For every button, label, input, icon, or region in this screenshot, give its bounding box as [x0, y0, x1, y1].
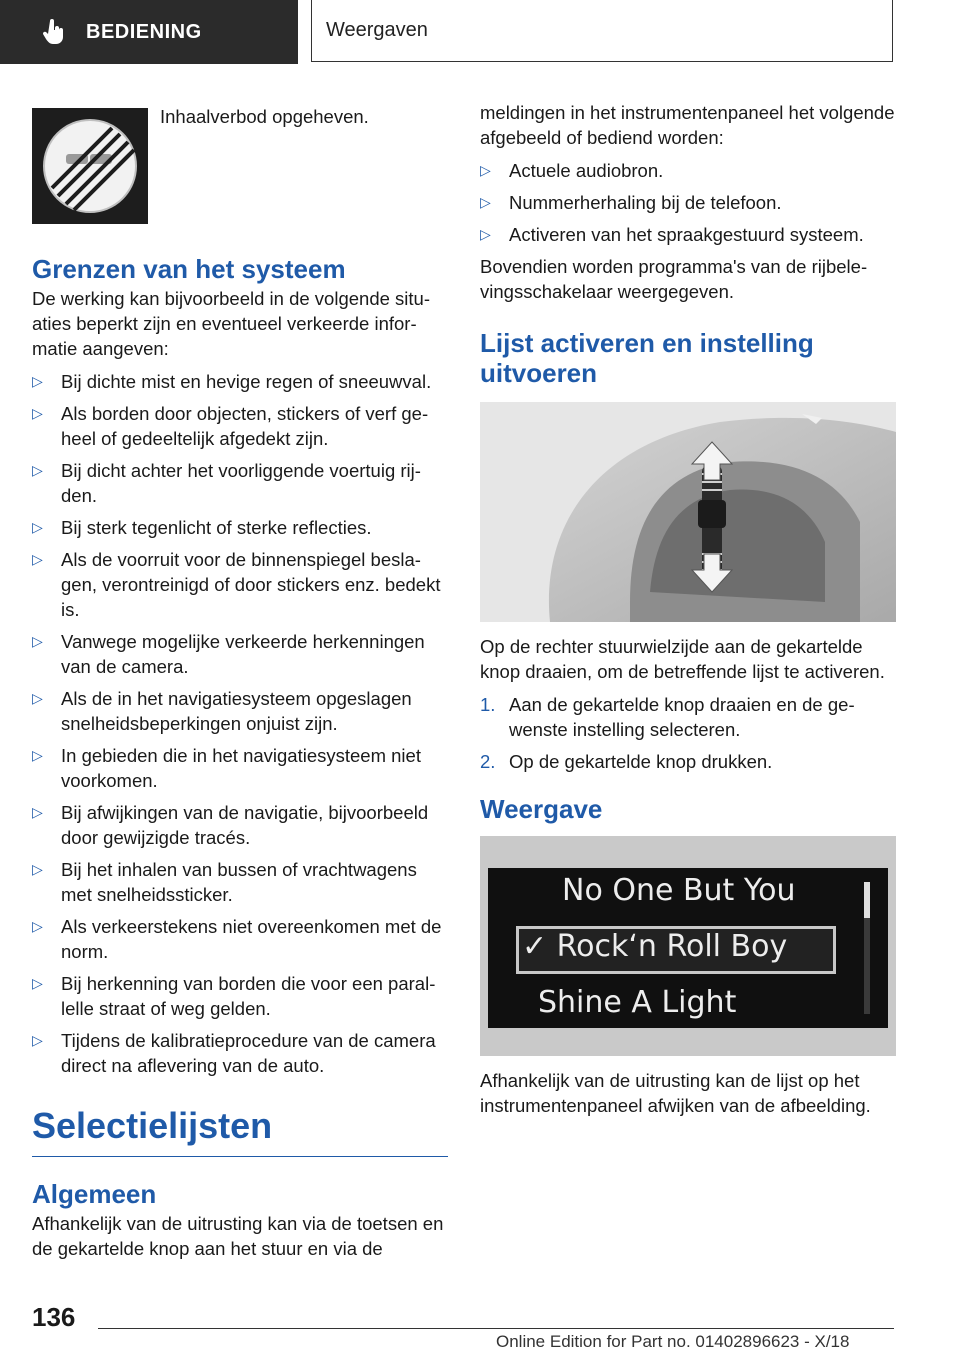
limits-list — [32, 369, 448, 1078]
list-item: ▷ In gebieden die in het navigatiesysteem niet voorkomen. — [32, 745, 421, 791]
page-number: 136 — [32, 1302, 76, 1332]
activate-text: Op de rechter stuurwielzijde aan de gekartelde knop draaien, om de betreffende lijst te activeren. — [480, 636, 885, 682]
activate-steps — [480, 692, 896, 774]
list-item: ▷ Bij dicht achter het voorliggende voertuig rijden. — [32, 460, 421, 506]
triangle-bullet-icon: ▷ — [32, 747, 43, 763]
list-item: ▷ Vanwege mogelijke verkeerde herkenningen van de camera. — [32, 631, 425, 677]
display-line-3: Shine A Light — [538, 985, 737, 1020]
triangle-bullet-icon: ▷ — [32, 373, 43, 389]
triangle-bullet-icon: ▷ — [32, 551, 43, 567]
sign-caption: Inhaalverbod opgeheven. — [160, 106, 369, 127]
left-column — [32, 100, 448, 1261]
steering-wheel-graphic — [480, 402, 896, 622]
list-item: ▷ Bij sterk tegenlicht of sterke reflecties. — [32, 517, 372, 538]
list-item: ▷ Als borden door objecten, stickers of verf geheel of gedeeltelijk afgedekt zijn. — [32, 403, 429, 449]
no-overtaking-end-sign-image — [32, 108, 148, 224]
display-scrollbar — [864, 882, 870, 1014]
list-item: ▷ Bij afwijkingen van de navigatie, bijvoorbeeld door gewijzigde tracés. — [32, 802, 429, 848]
edition-text: Online Edition for Part no. 01402896623 - X/18 — [496, 1332, 850, 1351]
list-item: ▷ Bij herkenning van borden die voor een parallelle straat of weg gelden. — [32, 973, 436, 1019]
list-item: 1. Aan de gekartelde knop draaien en de gewenste instelling selecteren. — [480, 694, 855, 740]
steering-wheel-knob-image — [480, 402, 896, 622]
triangle-bullet-icon: ▷ — [32, 633, 43, 649]
sign-block — [32, 100, 448, 224]
list-item: ▷ Als de in het navigatiesysteem opgeslagen snelheidsbeperkingen onjuist zijn. — [32, 688, 412, 734]
activate-heading: Lijst activeren en instelling uitvoeren — [480, 328, 814, 388]
moreover-text: Bovendien worden programma's van de rijbelevingsschakelaar weergegeven. — [480, 256, 868, 302]
display-line-2: ✓ Rock‘n Roll Boy — [522, 929, 788, 964]
intro-text: meldingen in het instrumentenpaneel het volgende afgebeeld of bediend worden: — [480, 102, 895, 148]
general-heading: Algemeen — [32, 1179, 157, 1209]
triangle-bullet-icon: ▷ — [32, 519, 43, 535]
list-item: ▷ Tijdens de kalibratieprocedure van de camera direct na aflevering van de auto. — [32, 1030, 436, 1076]
instrument-panel-list-image — [480, 836, 896, 1056]
footer-divider — [98, 1328, 894, 1329]
list-item: ▷ Als verkeerstekens niet overeenkomen met de norm. — [32, 916, 442, 962]
triangle-bullet-icon: ▷ — [480, 162, 491, 178]
list-item: ▷ Actuele audiobron. — [480, 160, 664, 181]
list-item: ▷ Als de voorruit voor de binnenspiegel beslagen, verontreinigd of door stickers enz. bedekt is. — [32, 549, 441, 620]
display-line-1: No One But You — [562, 873, 796, 908]
list-item: ▷ Bij dichte mist en hevige regen of sneeuwval. — [32, 371, 432, 392]
right-column — [480, 100, 896, 1118]
triangle-bullet-icon: ▷ — [32, 975, 43, 991]
limits-intro: De werking kan bijvoorbeeld in de volgende situaties beperkt zijn en eventueel verkeerde informatie aangeven: — [32, 288, 430, 359]
triangle-bullet-icon: ▷ — [32, 804, 43, 820]
display-heading: Weergave — [480, 794, 603, 824]
selection-lists-heading: Selectielijsten — [32, 1106, 448, 1157]
triangle-bullet-icon: ▷ — [32, 405, 43, 421]
limits-heading: Grenzen van het systeem — [32, 254, 346, 284]
section-title: Weergaven — [311, 0, 893, 62]
list-item: 2. Op de gekartelde knop drukken. — [480, 751, 773, 772]
triangle-bullet-icon: ▷ — [480, 194, 491, 210]
list-item: ▷ Activeren van het spraakgestuurd systeem. — [480, 224, 864, 245]
intro-list — [480, 158, 896, 247]
display-note: Afhankelijk van de uitrusting kan de lijst op het instrumentenpaneel afwijken van de afbeelding. — [480, 1070, 871, 1116]
general-text: Afhankelijk van de uitrusting kan via de toetsen en de gekartelde knop aan het stuur en via de — [32, 1213, 444, 1259]
triangle-bullet-icon: ▷ — [32, 690, 43, 706]
triangle-bullet-icon: ▷ — [32, 462, 43, 478]
hand-pointer-icon — [40, 18, 68, 46]
chapter-title: BEDIENING — [86, 20, 202, 43]
triangle-bullet-icon: ▷ — [32, 1032, 43, 1048]
chapter-tab — [0, 0, 298, 64]
display-screen — [488, 868, 888, 1028]
page-header — [0, 0, 960, 66]
sign-graphic — [32, 108, 148, 224]
list-item: ▷ Bij het inhalen van bussen of vrachtwagens met snelheidssticker. — [32, 859, 417, 905]
list-item: ▷ Nummerherhaling bij de telefoon. — [480, 192, 782, 213]
triangle-bullet-icon: ▷ — [32, 918, 43, 934]
triangle-bullet-icon: ▷ — [480, 226, 491, 242]
triangle-bullet-icon: ▷ — [32, 861, 43, 877]
display-scroll-thumb — [864, 882, 870, 918]
